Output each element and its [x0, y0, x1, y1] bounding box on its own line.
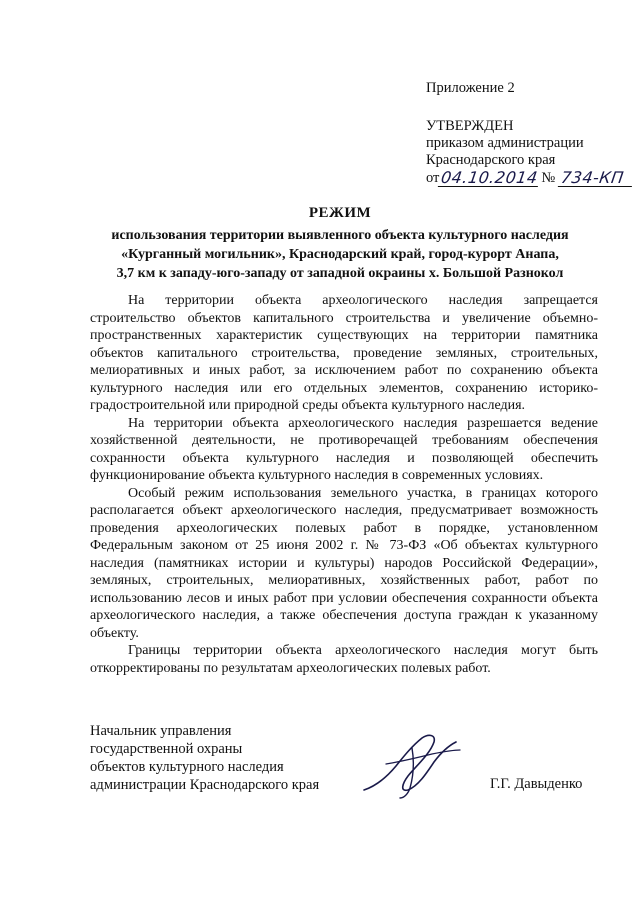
signer-name: Г.Г. Давыденко: [490, 776, 583, 792]
appendix-label: Приложение 2: [426, 80, 515, 96]
signer-position: [90, 722, 319, 794]
handwritten-signature: [356, 728, 468, 800]
handwritten-number: 734-КП: [558, 170, 634, 187]
approved-line-1: приказом администрации: [426, 135, 584, 151]
number-prefix: №: [541, 170, 556, 186]
handwritten-date: 04.10.2014: [440, 168, 540, 187]
title-line-3: 3,7 км к западу-юго-западу от западной окраины х. Большой Разнокол: [116, 266, 564, 281]
paragraph-special-regime: Особый режим использования земельного участка, в границах которого располагается объект археологического наследия, предусматривает возможность проведения археологических полевых работ в порядке, установленном Федеральным законом от 25 июня 2002 г. № 73-ФЗ «Об объектах культурного наследия (памятниках истории и культуры) народов Российской Федерации», земляных, строительных, мелиоративных, хозяйственных работ, работ по использованию лесов и иных работ при условии обеспечения сохранности объекта археологического наследия, а также обеспечения доступа граждан к указанному объекту.: [90, 485, 598, 641]
paragraph-permissions: На территории объекта археологического наследия разрешается ведение хозяйственной деятельности, не противоречащей требованиям обеспечения сохранности объекта культурного наследия и позволяющей обеспечить функционирование объекта культурного наследия в современных условиях.: [90, 415, 598, 483]
document-body: [90, 292, 598, 677]
paragraph-boundaries: Границы территории объекта археологического наследия могут быть откорректированы по результатам археологических полевых работ.: [90, 643, 598, 676]
title-main: РЕЖИМ: [308, 205, 372, 221]
title-line-2: «Курганный могильник», Краснодарский край, город-курорт Анапа,: [121, 247, 559, 262]
title-line-1: использования территории выявленного объекта культурного наследия: [111, 228, 569, 243]
approved-label: УТВЕРЖДЕН: [426, 118, 514, 134]
approval-block: [426, 118, 633, 187]
signer-position-line-4: администрации Краснодарского края: [90, 777, 320, 793]
signer-position-line-1: Начальник управления: [90, 723, 232, 739]
signer-position-line-3: объектов культурного наследия: [90, 759, 284, 775]
date-number-line: [426, 169, 633, 187]
date-prefix: от: [426, 170, 440, 186]
paragraph-prohibitions: На территории объекта археологического наследия запрещается строительство объектов капитального строительства и увеличение объемно-пространственных характеристик существующих на территории памятника объектов капитального строительства, проведение земляных, строительных, мелиоративных и иных работ, за исключением работ по сохранению объекта культурного наследия или его отдельных элементов, сохранению историко-градостроительной или природной среды объекта культурного наследия.: [90, 293, 598, 413]
signer-position-line-2: государственной охраны: [90, 741, 243, 757]
document-title: [60, 205, 620, 283]
approved-line-2: Краснодарского края: [426, 152, 556, 168]
